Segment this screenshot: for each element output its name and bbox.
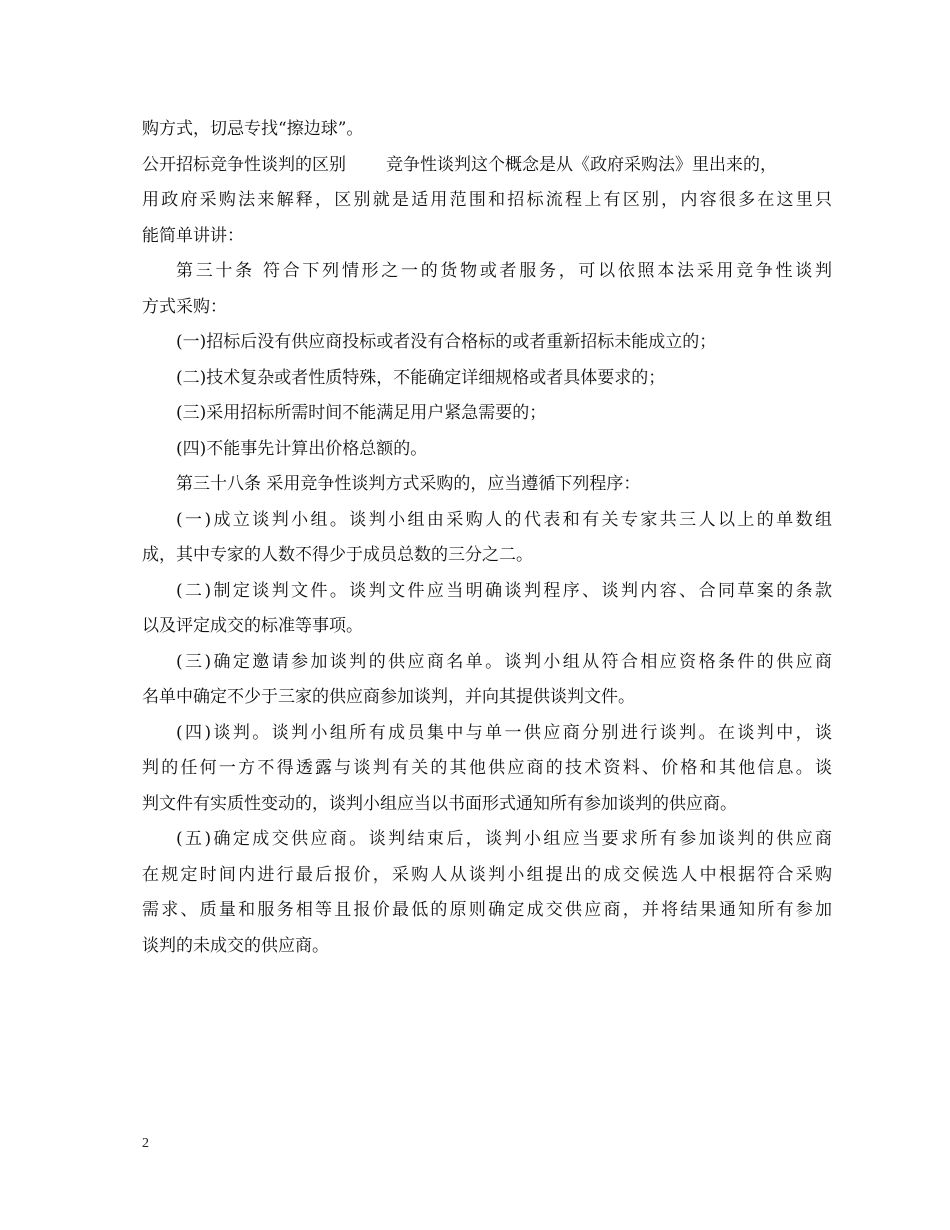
text-line-heading xyxy=(142,148,832,184)
list-item: (二)制定谈判文件。谈判文件应当明确谈判程序、谈判内容、合同草案的条款 xyxy=(176,580,832,601)
list-item: (一)成立谈判小组。谈判小组由采购人的代表和有关专家共三人以上的单数组 xyxy=(176,509,832,530)
text-line: 方式采购： xyxy=(142,296,227,317)
text-line: 第三十条 符合下列情形之一的货物或者服务，可以依照本法采用竞争性谈判 xyxy=(176,261,832,281)
list-item: (一)招标后没有供应商投标或者没有合格标的或者重新招标未能成立的； xyxy=(176,332,717,352)
document-body xyxy=(142,112,832,964)
list-item: (五)确定成交供应商。谈判结束后，谈判小组应当要求所有参加谈判的供应商 xyxy=(176,829,832,849)
list-item: (二)技术复杂或者性质特殊，不能确定详细规格或者具体要求的； xyxy=(176,367,666,388)
list-item: (三)采用招标所需时间不能满足用户紧急需要的； xyxy=(176,403,547,423)
text-line: 需求、质量和服务相等且报价最低的原则确定成交供应商，并将结果通知所有参加 xyxy=(142,900,832,920)
list-item: (三)确定邀请参加谈判的供应商名单。谈判小组从符合相应资格条件的供应商 xyxy=(176,651,832,672)
text-line: 判文件有实质性变动的，谈判小组应当以书面形式通知所有参加谈判的供应商。 xyxy=(142,793,737,814)
text-line: 用政府采购法来解释，区别就是适用范围和招标流程上有区别，内容很多在这里只 xyxy=(142,190,832,210)
text-line: 名单中确定不少于三家的供应商参加谈判，并向其提供谈判文件。 xyxy=(142,687,635,707)
text-line: 以及评定成交的标准等事项。 xyxy=(142,616,363,636)
text-line: 判的任何一方不得透露与谈判有关的其他供应商的技术资料、价格和其他信息。谈 xyxy=(142,758,832,778)
text-line: 成，其中专家的人数不得少于成员总数的三分之二。 xyxy=(142,545,533,565)
list-item: (四)不能事先计算出价格总额的。 xyxy=(176,438,428,459)
list-item: (四)谈判。谈判小组所有成员集中与单一供应商分别进行谈判。在谈判中，谈 xyxy=(176,722,832,743)
text-segment: 竞争性谈判这个概念是从《政府采购法》里出来的， xyxy=(386,154,777,175)
text-line: 谈判的未成交的供应商。 xyxy=(142,935,329,956)
text-line: 购方式，切忌专找“擦边球”。 xyxy=(142,119,364,139)
text-line: 能简单讲讲： xyxy=(142,225,244,246)
text-line: 在规定时间内进行最后报价，采购人从谈判小组提出的成交候选人中根据符合采购 xyxy=(142,864,832,885)
text-line: 第三十八条 采用竞争性谈判方式采购的，应当遵循下列程序： xyxy=(176,474,641,494)
page-number: 2 xyxy=(142,1136,149,1151)
section-heading: 公开招标竞争性谈判的区别 xyxy=(142,154,346,175)
